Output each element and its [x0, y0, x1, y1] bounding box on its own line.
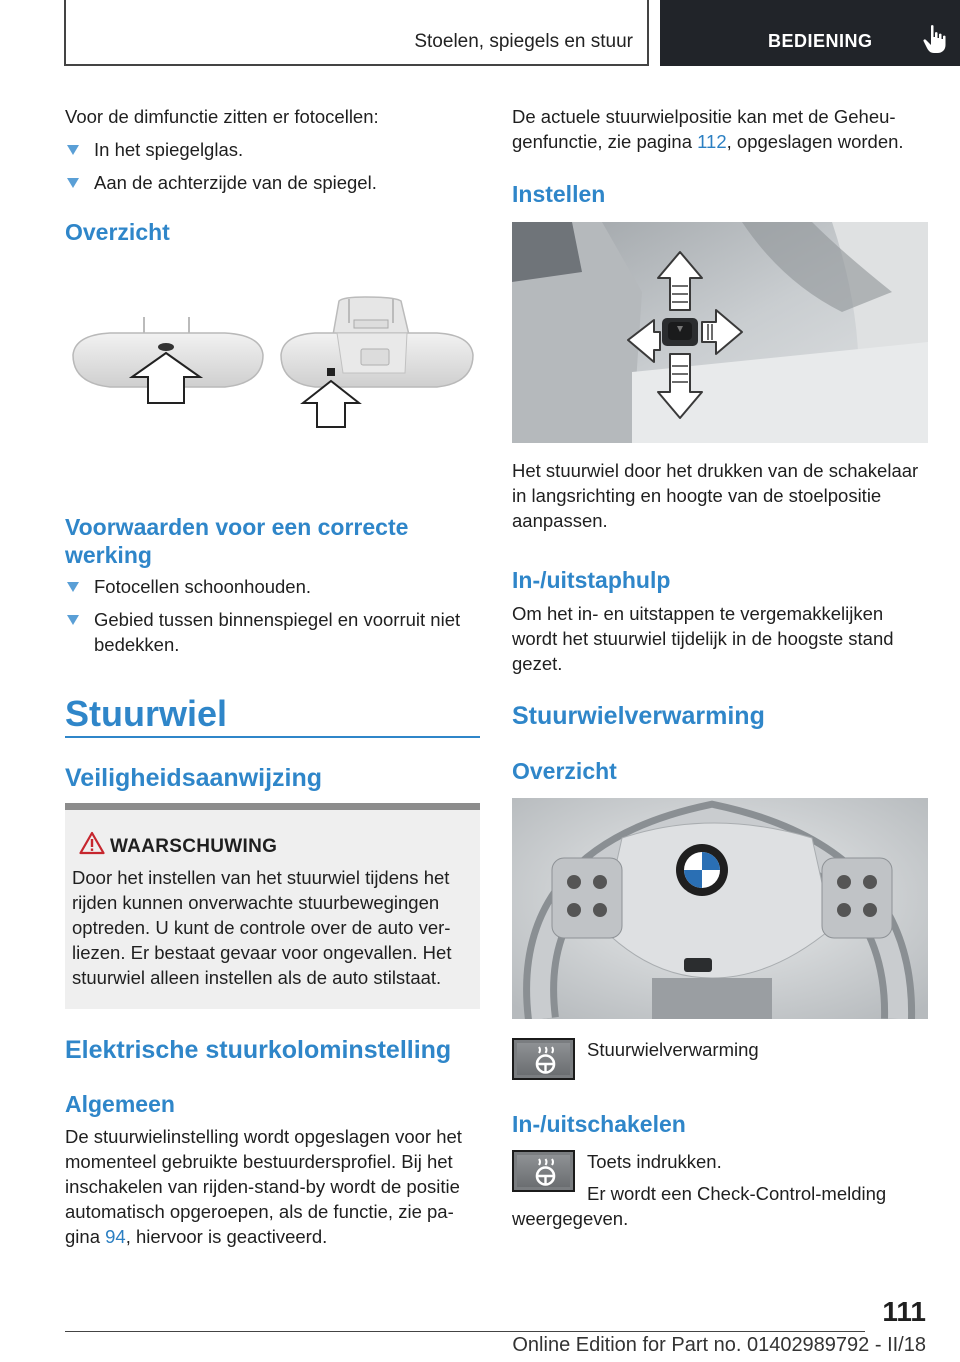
list-item: Gebied tussen binnenspiegel en voorruit niet bedekken. [65, 607, 480, 657]
list-item: Fotocellen schoonhouden. [65, 574, 480, 599]
general-text: De stuurwielinstelling wordt opgeslagen voor het momenteel gebruikte bestuurdersprofiel. Bij het inschakelen van rijden-stand-by wordt de positie automatisch opgeroepen, als de functie, zie pagina 94, hiervoor is geactiveerd. [65, 1126, 462, 1247]
heating-overview-heading: Overzicht [512, 758, 617, 784]
triangle-bullet-icon [67, 145, 79, 155]
hand-pointer-icon [922, 24, 948, 54]
conditions-list [65, 574, 480, 665]
mirror-illustration [65, 295, 480, 435]
header-chapter-tab [660, 0, 960, 66]
column-adjust-heading: Elektrische stuurkolominstelling [65, 1036, 452, 1064]
entry-heading: In-/uitstaphulp [512, 567, 671, 593]
conditions-heading: Voorwaarden voor een correcte werking [65, 514, 409, 568]
page-link[interactable]: 112 [697, 131, 727, 152]
photocell-list [65, 137, 480, 203]
triangle-bullet-icon [67, 615, 79, 625]
list-item: In het spiegelglas. [65, 137, 480, 162]
list-item: Aan de achterzijde van de spiegel. [65, 170, 480, 195]
page-number: 111 [882, 1296, 926, 1327]
steering-switch-photo [512, 222, 928, 443]
safety-heading: Veiligheidsaanwijzing [65, 764, 323, 792]
page-link[interactable]: 94 [105, 1226, 126, 1247]
chapter-title: BEDIENING [768, 31, 873, 51]
section-title: Stoelen, spiegels en stuur [414, 31, 633, 52]
chapter-title-stuurwiel: Stuurwiel [65, 693, 228, 734]
footer-rule [65, 1331, 865, 1332]
steering-wheel-photo [512, 798, 928, 1019]
edition-text: Online Edition for Part no. 01402989792 - II/18 [512, 1334, 926, 1356]
steering-heating-button-icon [512, 1038, 575, 1080]
warning-title: WAARSCHUWING [110, 836, 278, 857]
onoff-heading: In-/uitschakelen [512, 1111, 686, 1137]
triangle-bullet-icon [67, 178, 79, 188]
warning-text: Door het instellen van het stuurwiel tijdens het rijden kunnen onverwachte stuurbewegingen optreden. U kunt de controle over de auto verliezen. Er bestaat gevaar voor ongevallen. Het stuurwiel alleen instellen als de auto stilstaat. [72, 867, 452, 988]
triangle-bullet-icon [67, 582, 79, 592]
warning-triangle-icon [79, 831, 105, 855]
adjust-text: Het stuurwiel door het drukken van de schakelaar in langsrichting en hoogte van de stoelpositie aanpassen. [512, 460, 919, 531]
adjust-heading: Instellen [512, 181, 606, 207]
entry-text: Om het in- en uitstappen te vergemakkelijken wordt het stuurwiel tijdelijk in de hoogste stand gezet. [512, 603, 894, 674]
warning-box [65, 803, 480, 1009]
heating-caption: Stuurwielverwarming [587, 1039, 759, 1060]
onoff-result: Er wordt een Check-Control-melding weergegeven. [512, 1183, 887, 1229]
onoff-step: Toets indrukken. [587, 1151, 722, 1172]
memory-text: De actuele stuurwielpositie kan met de Geheugenfunctie, zie pagina 112, opgeslagen worden. [512, 106, 904, 152]
header-section [64, 0, 649, 66]
chapter-rule [65, 736, 480, 738]
heating-heading: Stuurwielverwarming [512, 702, 765, 730]
general-heading: Algemeen [65, 1091, 175, 1117]
dim-intro: Voor de dimfunctie zitten er fotocellen: [65, 106, 379, 127]
overview-heading: Overzicht [65, 219, 170, 245]
